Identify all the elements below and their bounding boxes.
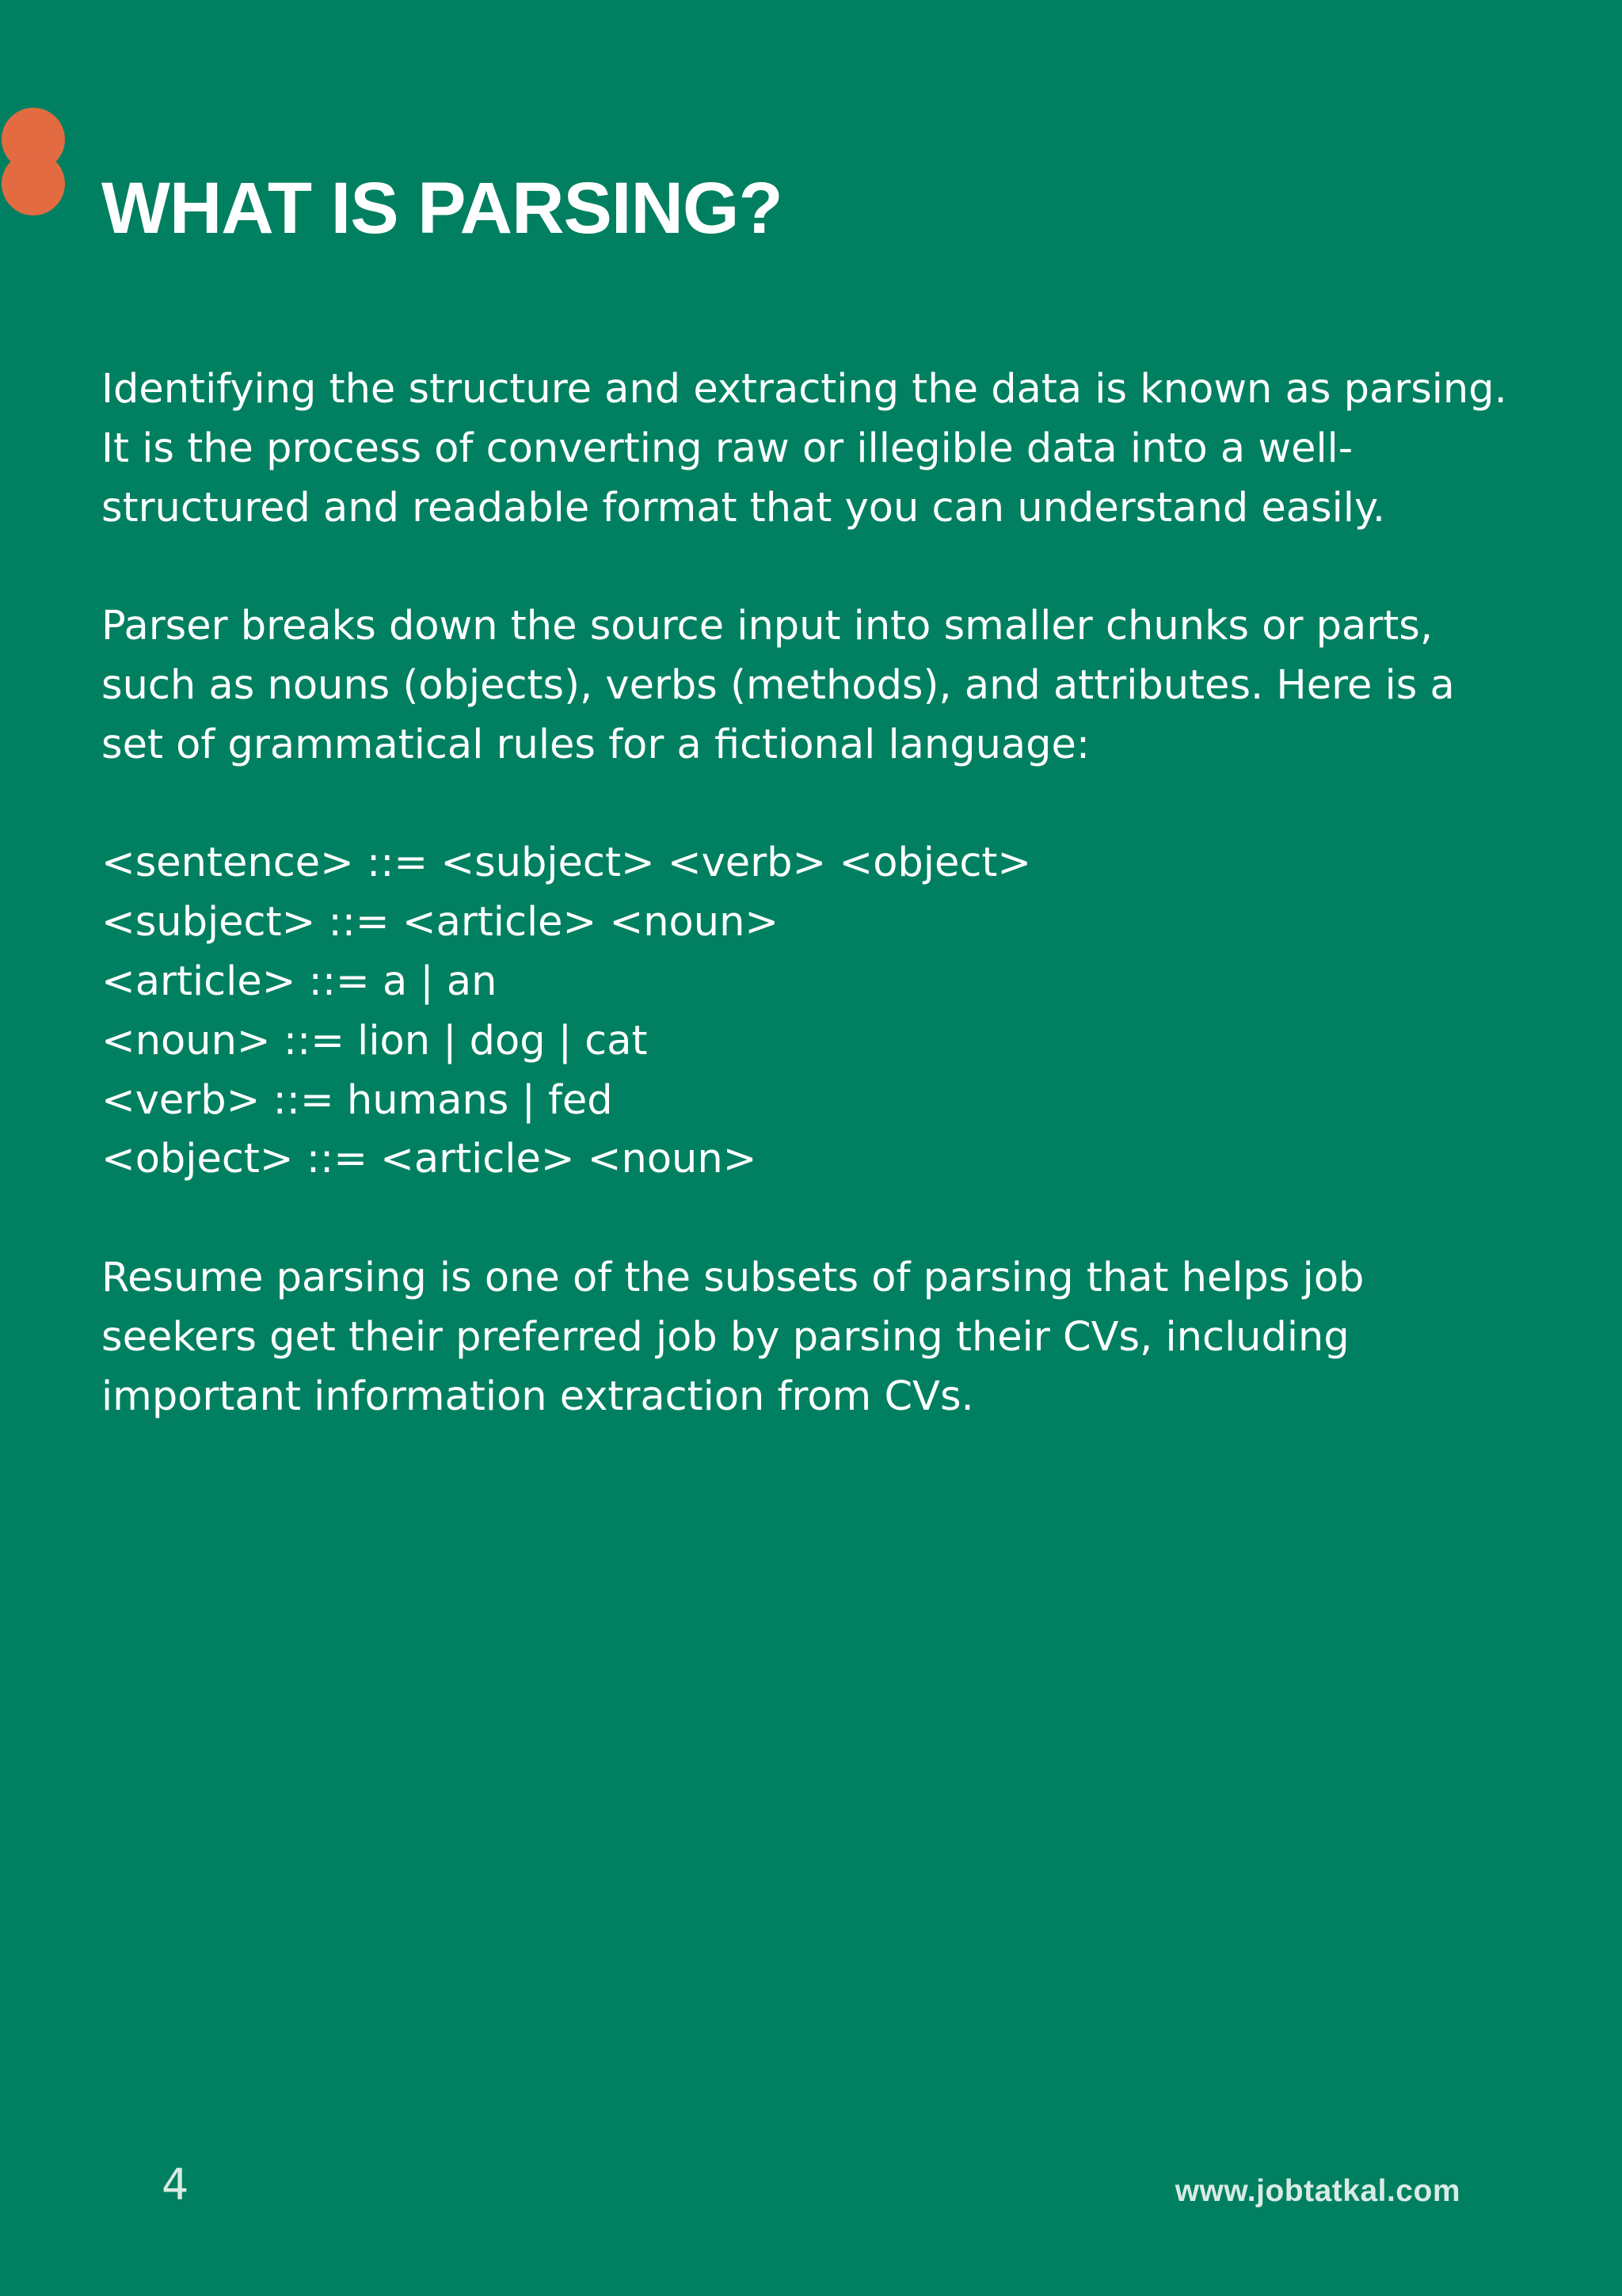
paragraph-parser xyxy=(101,597,1606,775)
paragraph-line: It is the process of converting raw or illegible data into a well- xyxy=(101,425,1354,472)
paragraph-line: important information extraction from CVs. xyxy=(101,1373,974,1420)
grammar-rule: <verb> ::= humans | fed xyxy=(101,1076,613,1124)
page-title: WHAT IS PARSING? xyxy=(101,168,782,249)
article-body xyxy=(101,360,1606,1486)
paragraph-line: seekers get their preferred job by parsing their CVs, including xyxy=(101,1313,1350,1361)
website-link[interactable]: www.jobtatkal.com xyxy=(1175,2174,1460,2208)
paragraph-resume-parsing xyxy=(101,1249,1606,1426)
grammar-rule: <noun> ::= lion | dog | cat xyxy=(101,1017,648,1064)
grammar-rule: <object> ::= <article> <noun> xyxy=(101,1136,757,1183)
decorative-orange-blob xyxy=(0,108,68,215)
paragraph-intro xyxy=(101,360,1606,538)
paragraph-line: Identifying the structure and extracting the data is known as parsing. xyxy=(101,366,1507,413)
grammar-rule: <subject> ::= <article> <noun> xyxy=(101,899,779,946)
grammar-rules-list xyxy=(101,834,1606,1190)
page-number: 4 xyxy=(162,2160,189,2210)
paragraph-line: Resume parsing is one of the subsets of parsing that helps job xyxy=(101,1254,1365,1301)
paragraph-line: such as nouns (objects), verbs (methods), and attributes. Here is a xyxy=(101,661,1455,709)
paragraph-line: Parser breaks down the source input into smaller chunks or parts, xyxy=(101,603,1434,650)
paragraph-line: structured and readable format that you can understand easily. xyxy=(101,484,1386,531)
paragraph-line: set of grammatical rules for a fictional language: xyxy=(101,721,1091,768)
grammar-rule: <article> ::= a | an xyxy=(101,958,497,1005)
grammar-rule: <sentence> ::= <subject> <verb> <object> xyxy=(101,840,1032,887)
